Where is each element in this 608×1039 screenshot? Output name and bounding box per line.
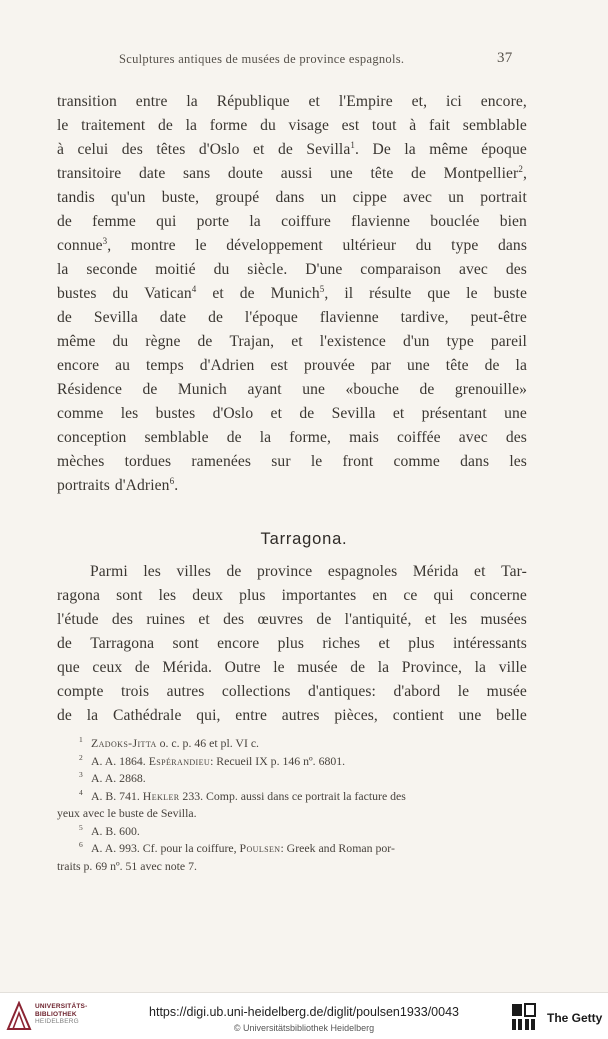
footnote: 1 Zadoks-Jitta o. c. p. 46 et pl. VI c.	[79, 735, 260, 750]
footnote: 2 A. A. 1864. Espérandieu: Recueil IX p. 146 nº. 6801.	[79, 752, 346, 768]
text-line: la seconde moitié du siècle. D'une comparaison avec des	[57, 261, 527, 278]
text-line: connue$^3$, montre le développement ultérieur du type dans	[57, 236, 527, 254]
library-name: UNIVERSITÄTS- BIBLIOTHEK HEIDELBERG	[35, 1003, 88, 1025]
text-line: que ceux de Mérida. Outre le musée de la Province, la ville	[57, 659, 527, 676]
text-line: Parmi les villes de province espagnoles Mérida et Tar-	[90, 563, 527, 580]
text-line: ragona sont les deux plus importantes en ce qui concerne	[57, 587, 527, 604]
text-line: même du règne de Trajan, et l'existence d'un type pareil	[57, 333, 527, 350]
getty-label: The Getty	[547, 1011, 603, 1025]
getty-logo-icon	[511, 1002, 537, 1032]
text-line: de femme qui porte la coiffure flavienne bouclée bien	[57, 213, 527, 230]
footnote: 4 A. B. 741. Hekler 233. Comp. aussi dans ce portrait la facture des	[79, 787, 406, 803]
text-line: à celui des têtes d'Oslo et de Sevilla$^1$. De la même époque	[57, 140, 527, 158]
text-line: le traitement de la forme du visage est tout à fait semblable	[57, 117, 527, 134]
footnote: 5 A. B. 600.	[79, 822, 140, 838]
footnote: yeux avec le buste de Sevilla.	[57, 806, 197, 820]
page-number: 37	[497, 50, 513, 66]
text-line: transitoire date sans doute aussi une tête de Montpellier$^2$,	[57, 164, 527, 182]
text-line: Résidence de Munich ayant une «bouche de grenouille»	[57, 381, 527, 398]
paragraph-1	[57, 90, 527, 498]
section-heading-tarragona: Tarragona.	[260, 530, 348, 548]
text-line: transition entre la République et l'Empire et, ici encore,	[57, 93, 527, 110]
footnote: traits p. 69 nº. 51 avec note 7.	[57, 858, 197, 873]
text-line: mèches tordues ramenées sur le front comme dans les	[57, 453, 527, 470]
footnotes	[57, 735, 515, 875]
footnote: 3 A. A. 2868.	[79, 770, 146, 785]
text-line: compte trois autres collections d'antiques: d'abord le musée	[57, 683, 527, 700]
source-url-link[interactable]: https://digi.ub.uni-heidelberg.de/diglit/poulsen1933/0043	[149, 1005, 459, 1019]
text-line: l'étude des ruines et des œuvres de l'antiquité, et les musées	[57, 611, 527, 628]
text-line: de la Cathédrale qui, entre autres pièces, contient une belle	[57, 707, 527, 724]
copyright-notice: © Universitätsbibliothek Heidelberg	[233, 1023, 375, 1033]
viewer-footer	[0, 992, 608, 1039]
text-line: conception semblable de la forme, mais coiffée avec des	[57, 429, 527, 446]
text-line: de Tarragona sont encore plus riches et plus intéressants	[57, 635, 527, 652]
text-line: portraits d'Adrien$^6$.	[57, 476, 179, 494]
text-line: encore au temps d'Adrien est prouvée par une tête de la	[57, 357, 527, 374]
footnote: 6 A. A. 993. Cf. pour la coiffure, Poulsen: Greek and Roman por-	[79, 840, 395, 855]
running-title: Sculptures antiques de musées de province espagnols.	[119, 52, 405, 66]
text-line: tandis qu'un buste, groupé dans un cippe avec un portrait	[57, 189, 527, 206]
text-line: de Sevilla date de l'époque flavienne tardive, peut-être	[57, 309, 527, 326]
paragraph-2	[57, 560, 527, 728]
text-line: bustes du Vatican$^4$ et de Munich$^5$, il résulte que le buste	[57, 284, 527, 302]
text-line: comme les bustes d'Oslo et de Sevilla et présentant une	[57, 405, 527, 422]
